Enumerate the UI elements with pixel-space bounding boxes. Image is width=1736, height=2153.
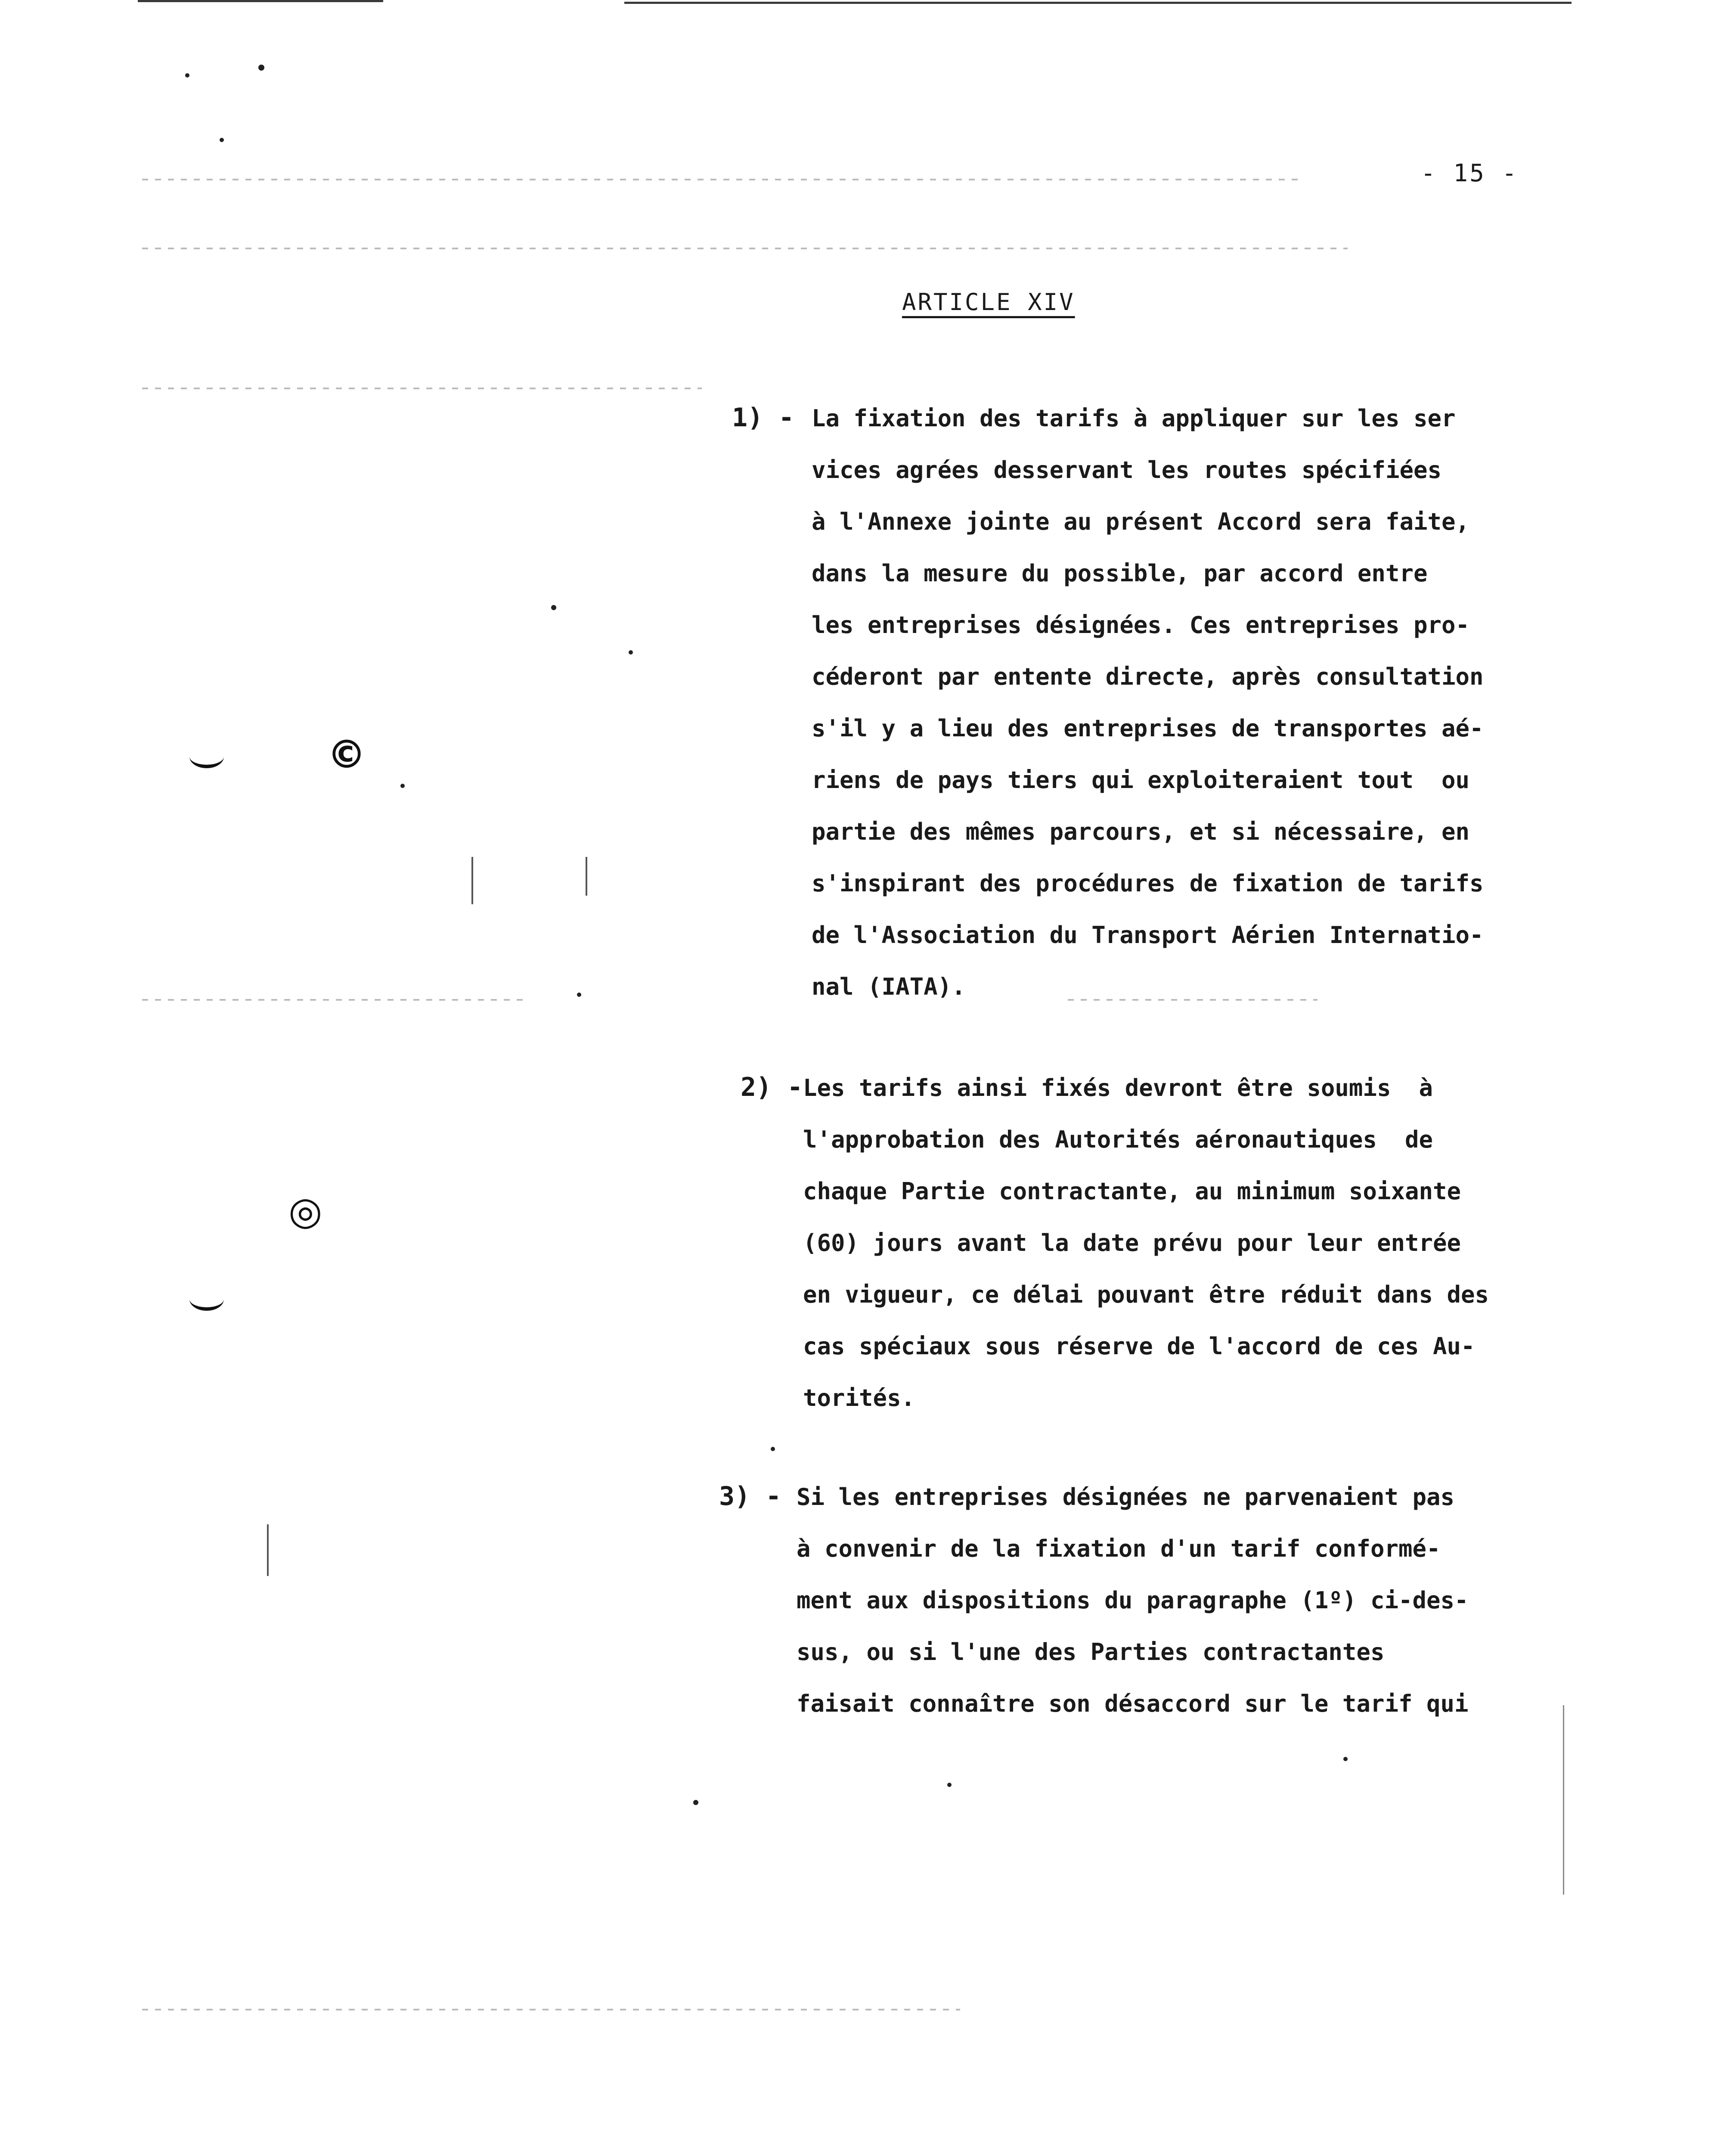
paragraph-3-line: sus, ou si l'une des Parties contractantes bbox=[797, 1638, 1385, 1666]
punch-hole-mark bbox=[189, 1287, 224, 1311]
paragraph-1-line: nal (IATA). bbox=[812, 973, 966, 1000]
paragraph-1-line: riens de pays tiers qui exploiteraient tout ou bbox=[812, 766, 1470, 794]
paragraph-1-line: dans la mesure du possible, par accord entre bbox=[812, 560, 1428, 587]
bleed-through-line bbox=[142, 179, 1305, 180]
bleed-through-line bbox=[142, 388, 702, 389]
paragraph-1-line: céderont par entente directe, après consultation bbox=[812, 663, 1484, 690]
paragraph-1-line: s'inspirant des procédures de fixation de tarifs bbox=[812, 870, 1484, 897]
top-edge-rule bbox=[624, 2, 1572, 4]
scan-speck bbox=[258, 65, 264, 71]
paragraph-2-line: chaque Partie contractante, au minimum soixante bbox=[803, 1178, 1461, 1205]
bleed-through-line bbox=[142, 2009, 960, 2010]
bleed-through-line bbox=[142, 999, 530, 1001]
paragraph-1-line: partie des mêmes parcours, et si nécessaire, en bbox=[812, 818, 1470, 845]
paragraph-3-line: faisait connaître son désaccord sur le tarif qui bbox=[797, 1690, 1469, 1717]
paragraph-2-line: en vigueur, ce délai pouvant être réduit dans des bbox=[803, 1281, 1489, 1308]
paragraph-2-line: (60) jours avant la date prévu pour leur entrée bbox=[803, 1229, 1461, 1256]
scan-speck bbox=[693, 1800, 698, 1805]
punch-hole-mark: ◎ bbox=[288, 1188, 322, 1234]
scan-speck bbox=[185, 73, 189, 78]
margin-tick bbox=[586, 857, 587, 896]
scan-speck bbox=[400, 784, 405, 788]
paragraph-1-line: s'il y a lieu des entreprises de transportes aé- bbox=[812, 715, 1484, 742]
article-heading: ARTICLE XIV bbox=[902, 289, 1075, 316]
paragraph-3-number: 3) - bbox=[719, 1481, 781, 1511]
punch-hole-mark: © bbox=[327, 732, 366, 777]
paragraph-1-line: vices agrées desservant les routes spécifiées bbox=[812, 456, 1442, 484]
paragraph-3-line: ment aux dispositions du paragraphe (1º) ci-des- bbox=[797, 1587, 1469, 1614]
top-edge-rule bbox=[138, 0, 383, 2]
paragraph-1-line: à l'Annexe jointe au présent Accord sera faite, bbox=[812, 508, 1470, 535]
paragraph-1-line: les entreprises désignées. Ces entreprises pro- bbox=[812, 611, 1470, 639]
margin-tick bbox=[471, 857, 473, 904]
page-number: - 15 - bbox=[1421, 159, 1519, 187]
paragraph-2-line: cas spéciaux sous réserve de l'accord de ces Au- bbox=[803, 1333, 1475, 1360]
scan-speck bbox=[629, 650, 633, 655]
scan-speck bbox=[577, 993, 581, 997]
paragraph-2-line: torités. bbox=[803, 1384, 915, 1412]
paragraph-1-line: de l'Association du Transport Aérien Internatio- bbox=[812, 921, 1484, 949]
bleed-through-line bbox=[142, 248, 1348, 249]
paragraph-2-line: Les tarifs ainsi fixés devront être soumis à bbox=[803, 1074, 1433, 1101]
margin-tick bbox=[267, 1524, 269, 1576]
paragraph-1-line: La fixation des tarifs à appliquer sur les ser bbox=[812, 405, 1456, 432]
paragraph-3-line: à convenir de la fixation d'un tarif conformé- bbox=[797, 1535, 1441, 1562]
scan-speck bbox=[220, 138, 224, 142]
scan-speck bbox=[1343, 1757, 1348, 1761]
punch-hole-mark bbox=[189, 745, 224, 768]
margin-tick bbox=[1563, 1705, 1564, 1895]
bleed-through-line bbox=[1068, 999, 1318, 1001]
paragraph-3-line: Si les entreprises désignées ne parvenaient pas bbox=[797, 1483, 1455, 1511]
scan-speck bbox=[551, 605, 556, 610]
paragraph-2-number: 2) - bbox=[741, 1072, 803, 1102]
scan-speck bbox=[947, 1783, 952, 1787]
paragraph-1-number: 1) - bbox=[732, 403, 794, 433]
scan-speck bbox=[771, 1447, 775, 1451]
paragraph-2-line: l'approbation des Autorités aéronautiques de bbox=[803, 1126, 1433, 1153]
